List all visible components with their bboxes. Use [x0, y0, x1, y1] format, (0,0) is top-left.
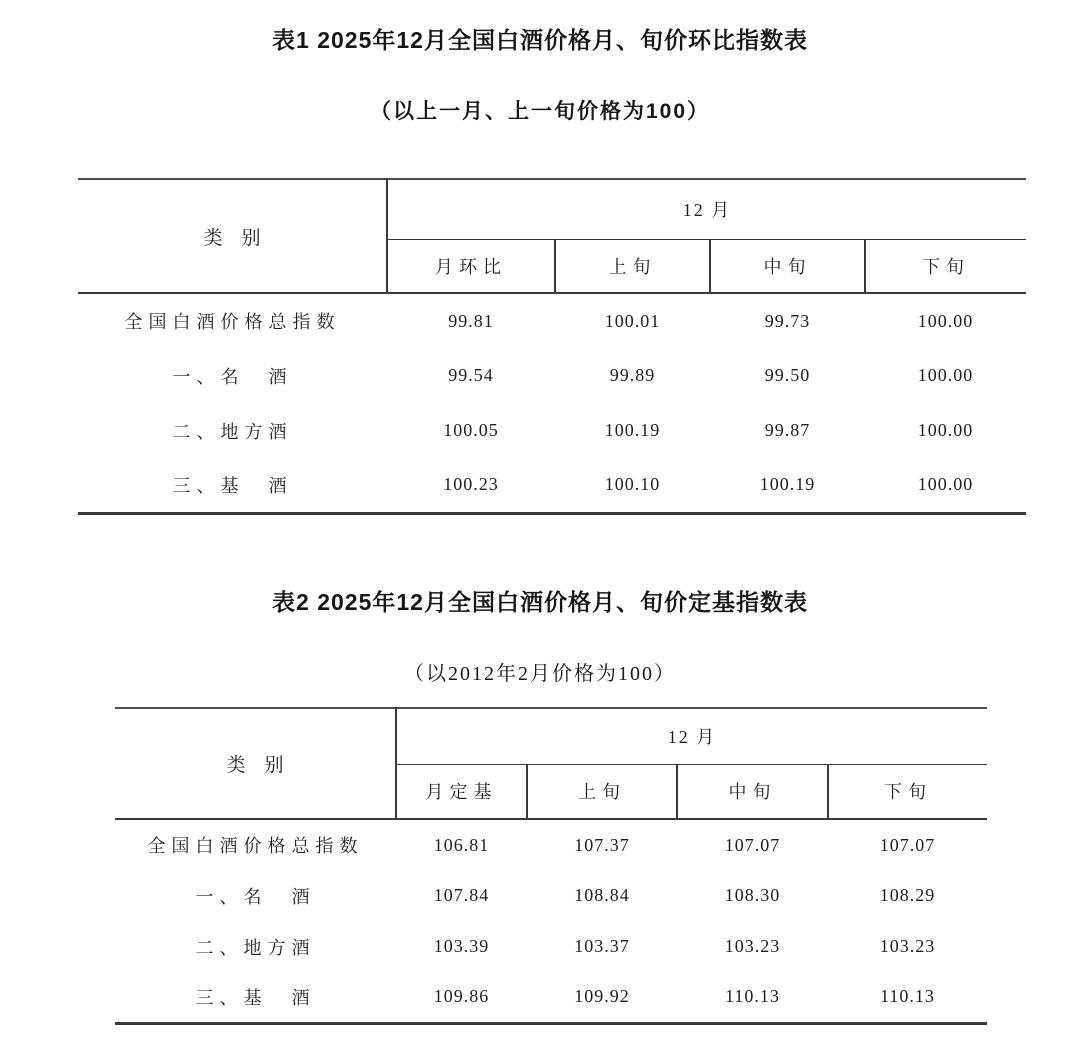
row-label: 一、名 酒	[172, 366, 293, 387]
table1-subheader-late: 下旬	[865, 239, 1026, 293]
value-cell: 109.92	[574, 986, 630, 1007]
row-label: 一、名 酒	[195, 886, 316, 907]
table2-category-header: 类 别	[115, 708, 396, 819]
row-label: 全国白酒价格总指数	[147, 836, 364, 856]
table2-subheader-early: 上旬	[527, 764, 677, 819]
table1-subheader-mid: 中旬	[710, 239, 865, 293]
value-cell: 100.01	[604, 310, 661, 331]
value-cell: 108.84	[574, 885, 630, 905]
value-cell: 99.89	[609, 365, 656, 385]
value-cell: 100.05	[443, 420, 499, 440]
value-cell: 103.37	[574, 936, 630, 956]
value-cell: 100.19	[759, 474, 816, 495]
value-cell: 99.54	[448, 365, 494, 385]
value-cell: 103.23	[879, 936, 936, 956]
table1-month-group-header: 12 月	[387, 179, 1026, 239]
table2-header-row-1	[115, 708, 987, 764]
table-row	[115, 921, 987, 972]
table-row	[78, 293, 1026, 348]
table2-subtitle: （以2012年2月价格为100）	[404, 663, 676, 685]
table-row	[78, 458, 1026, 513]
value-cell: 100.23	[443, 474, 499, 495]
value-cell: 108.29	[879, 885, 936, 905]
value-cell: 103.39	[433, 936, 490, 956]
value-cell: 100.00	[917, 310, 974, 331]
table1-category-header: 类 别	[78, 179, 387, 293]
table1-header-row-1	[78, 179, 1026, 239]
value-cell: 99.87	[764, 420, 811, 440]
table-row	[115, 870, 987, 921]
table1-subtitle: （以上一月、上一旬价格为100）	[369, 100, 711, 123]
table1-mom-index	[78, 178, 1026, 515]
row-label: 全国白酒价格总指数	[124, 312, 341, 332]
table2-subheader-month-fixed-base: 月定基	[396, 764, 527, 819]
value-cell: 107.07	[879, 834, 936, 855]
value-cell: 107.37	[574, 834, 630, 855]
table-row	[115, 972, 987, 1023]
table2-fixed-base-index	[115, 707, 987, 1025]
value-cell: 100.00	[917, 420, 974, 440]
table-row	[78, 348, 1026, 403]
row-label: 二、地方酒	[195, 937, 316, 958]
row-label: 三、基 酒	[172, 475, 293, 496]
value-cell: 110.13	[725, 986, 780, 1007]
table1-subheader-early: 上旬	[555, 239, 710, 293]
row-label: 二、地方酒	[172, 421, 293, 442]
value-cell: 106.81	[433, 834, 490, 855]
table2-title: 表2 2025年12月全国白酒价格月、旬价定基指数表	[272, 589, 808, 615]
value-cell: 107.84	[433, 885, 490, 905]
value-cell: 100.00	[917, 365, 974, 385]
table-row	[115, 819, 987, 870]
value-cell: 99.73	[764, 310, 811, 331]
value-cell: 108.30	[724, 885, 781, 905]
value-cell: 100.00	[917, 474, 974, 495]
row-label: 三、基 酒	[195, 987, 316, 1008]
value-cell: 110.13	[880, 986, 935, 1007]
value-cell: 99.81	[448, 310, 494, 331]
value-cell: 100.19	[604, 420, 661, 440]
table1-title: 表1 2025年12月全国白酒价格月、旬价环比指数表	[272, 27, 808, 53]
table-row	[78, 403, 1026, 458]
table2-subheader-late: 下旬	[828, 764, 987, 819]
value-cell: 103.23	[724, 936, 781, 956]
value-cell: 100.10	[604, 474, 661, 495]
table1-subheader-month-ratio: 月环比	[387, 239, 555, 293]
table2-month-group-header: 12 月	[396, 708, 987, 764]
table2-subheader-mid: 中旬	[677, 764, 828, 819]
value-cell: 107.07	[724, 834, 781, 855]
value-cell: 99.50	[764, 365, 811, 385]
value-cell: 109.86	[433, 986, 490, 1007]
